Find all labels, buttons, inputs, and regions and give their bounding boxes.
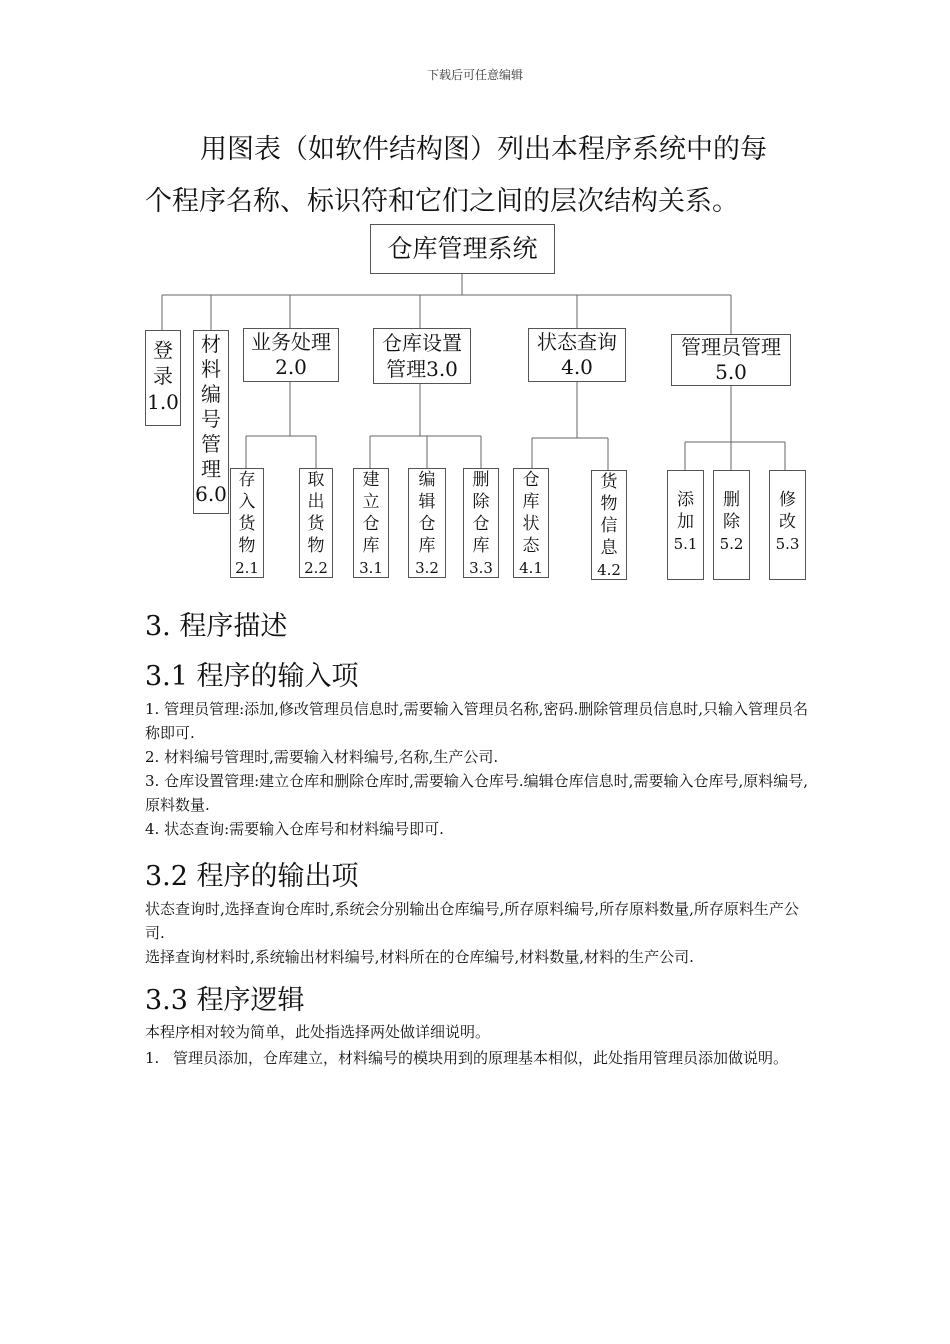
logic-item-1-number: 1. [145,1049,160,1067]
module-material-char-4: 号 [201,407,221,431]
module-status-code: 4.0 [561,355,593,379]
leaf-fetch-char-2: 出 [307,492,325,512]
leaf-delete-warehouse-code: 3.3 [469,559,493,577]
input-item-1: 1. 管理员管理:添加,修改管理员信息时,需要输入管理员名称,密码.删除管理员信息时,只输入管理员名称即可. [145,700,808,742]
leaf-warehouse-status [513,468,549,578]
root-box: 仓库管理系统 [370,224,555,274]
module-material-char-6: 理 [201,457,221,481]
input-item-3: 3. 仓库设置管理:建立仓库和删除仓库时,需要输入仓库号.编辑仓库信息时,需要输入仓库号,原料编号,原料数量. [145,772,808,814]
leaf-build [353,468,389,578]
section-3-2-heading: 3.2 程序的输出项 [145,861,359,892]
output-item-2: 选择查询材料时,系统输出材料编号,材料所在的仓库编号,材料数量,材料的生产公司. [145,948,694,966]
leaf-goods-info-char-2: 物 [600,494,618,514]
leaf-build-char-3: 仓 [362,514,380,534]
module-login-char-2: 录 [153,364,173,388]
module-material-char-1: 材 [201,332,221,356]
module-status [528,328,626,382]
leaf-warehouse-status-char-3: 状 [522,514,540,534]
module-material [193,330,229,514]
module-business-code: 2.0 [275,355,307,379]
module-material-char-3: 编 [201,382,221,406]
module-business-label: 业务处理 [251,330,331,354]
leaf-fetch-code: 2.2 [304,559,328,577]
leaf-warehouse-status-char-2: 库 [522,492,540,512]
leaf-modify-char-1: 修 [779,490,796,510]
module-warehouse [373,328,471,384]
module-warehouse-label: 仓库设置 [382,331,462,355]
leaf-edit-char-4: 库 [418,536,436,556]
module-status-label: 状态查询 [537,330,617,354]
leaf-modify-code: 5.3 [775,535,800,553]
leaf-delete [713,470,750,580]
module-business [243,328,339,382]
leaf-store-char-1: 存 [238,470,256,490]
leaf-build-char-1: 建 [362,470,380,490]
leaf-delete-warehouse-char-2: 除 [472,492,490,512]
leaf-delete-char-2: 除 [723,512,740,532]
input-item-2: 2. 材料编号管理时,需要输入材料编号,名称,生产公司. [145,748,499,766]
leaf-delete-warehouse-char-3: 仓 [472,514,490,534]
module-login [145,330,181,426]
section-3-1-heading: 3.1 程序的输入项 [145,661,359,692]
leaf-delete-code: 5.2 [719,535,744,553]
module-login-char-1: 登 [153,338,173,362]
module-admin [671,334,791,386]
leaf-store-char-3: 货 [238,514,256,534]
leaf-edit [408,468,446,578]
module-material-char-2: 料 [201,357,221,381]
leaf-edit-char-3: 仓 [418,514,436,534]
leaf-goods-info [591,470,627,580]
leaf-delete-warehouse-char-4: 库 [472,536,490,556]
leaf-delete-char-1: 删 [723,490,740,510]
leaf-goods-info-char-1: 货 [600,472,618,492]
leaf-fetch-char-3: 货 [307,514,325,534]
section-3-1-body [145,697,815,841]
output-item-1: 状态查询时,选择查询仓库时,系统会分别输出仓库编号,所存原料编号,所存原料数量,所存原料生产公司. [145,900,799,942]
leaf-delete-warehouse-char-1: 删 [472,470,490,490]
leaf-store-code: 2.1 [235,559,259,577]
leaf-modify [769,470,806,580]
leaf-edit-char-2: 辑 [418,492,436,512]
module-material-char-5: 管 [201,432,221,456]
logic-intro: 本程序相对较为简单，此处指选择两处做详细说明。 [145,1023,491,1041]
leaf-fetch-char-4: 物 [307,536,325,556]
module-admin-code: 5.0 [715,360,747,384]
leaf-goods-info-char-3: 信 [600,516,618,536]
leaf-warehouse-status-char-1: 仓 [522,470,540,490]
input-item-4: 4. 状态查询:需要输入仓库号和材料编号即可. [145,820,444,838]
logic-item-1-text: 管理员添加，仓库建立，材料编号的模块用到的原理基本相似，此处指用管理员添加做说明。 [173,1049,789,1067]
leaf-fetch-char-1: 取 [307,470,325,490]
leaf-store-char-2: 入 [238,492,256,512]
section-3-3-heading: 3.3 程序逻辑 [145,985,305,1016]
leaf-modify-char-2: 改 [779,512,796,532]
leaf-warehouse-status-char-4: 态 [522,536,540,556]
intro-line-2: 个程序名称、标识符和它们之间的层次结构关系。 [145,186,739,217]
leaf-warehouse-status-code: 4.1 [519,559,543,577]
page-header: 下载后可任意编辑 [426,68,523,82]
leaf-store-char-4: 物 [238,536,256,556]
module-material-code: 6.0 [195,482,227,506]
leaf-add-char-1: 添 [677,490,694,510]
section-3-2-body [145,897,815,969]
intro-line-1: 用图表（如软件结构图）列出本程序系统中的每 [200,134,767,165]
leaf-edit-code: 3.2 [415,559,439,577]
section-3-3-body [145,1020,815,1070]
leaf-add-char-2: 加 [677,512,694,532]
leaf-delete-warehouse [463,468,499,578]
leaf-build-char-2: 立 [362,492,380,512]
leaf-build-char-4: 库 [362,536,380,556]
leaf-goods-info-char-4: 息 [600,538,618,558]
leaf-goods-info-code: 4.2 [597,561,621,579]
section-3-heading: 3. 程序描述 [145,611,288,642]
leaf-fetch [299,468,333,578]
leaf-store [230,468,264,578]
logic-item-1 [145,1046,815,1070]
leaf-add-code: 5.1 [673,535,698,553]
leaf-build-code: 3.1 [359,559,383,577]
leaf-edit-char-1: 编 [418,470,436,490]
module-warehouse-code: 管理3.0 [386,357,458,381]
module-admin-label: 管理员管理 [681,335,781,359]
module-login-code: 1.0 [147,390,179,414]
leaf-add [667,470,704,580]
